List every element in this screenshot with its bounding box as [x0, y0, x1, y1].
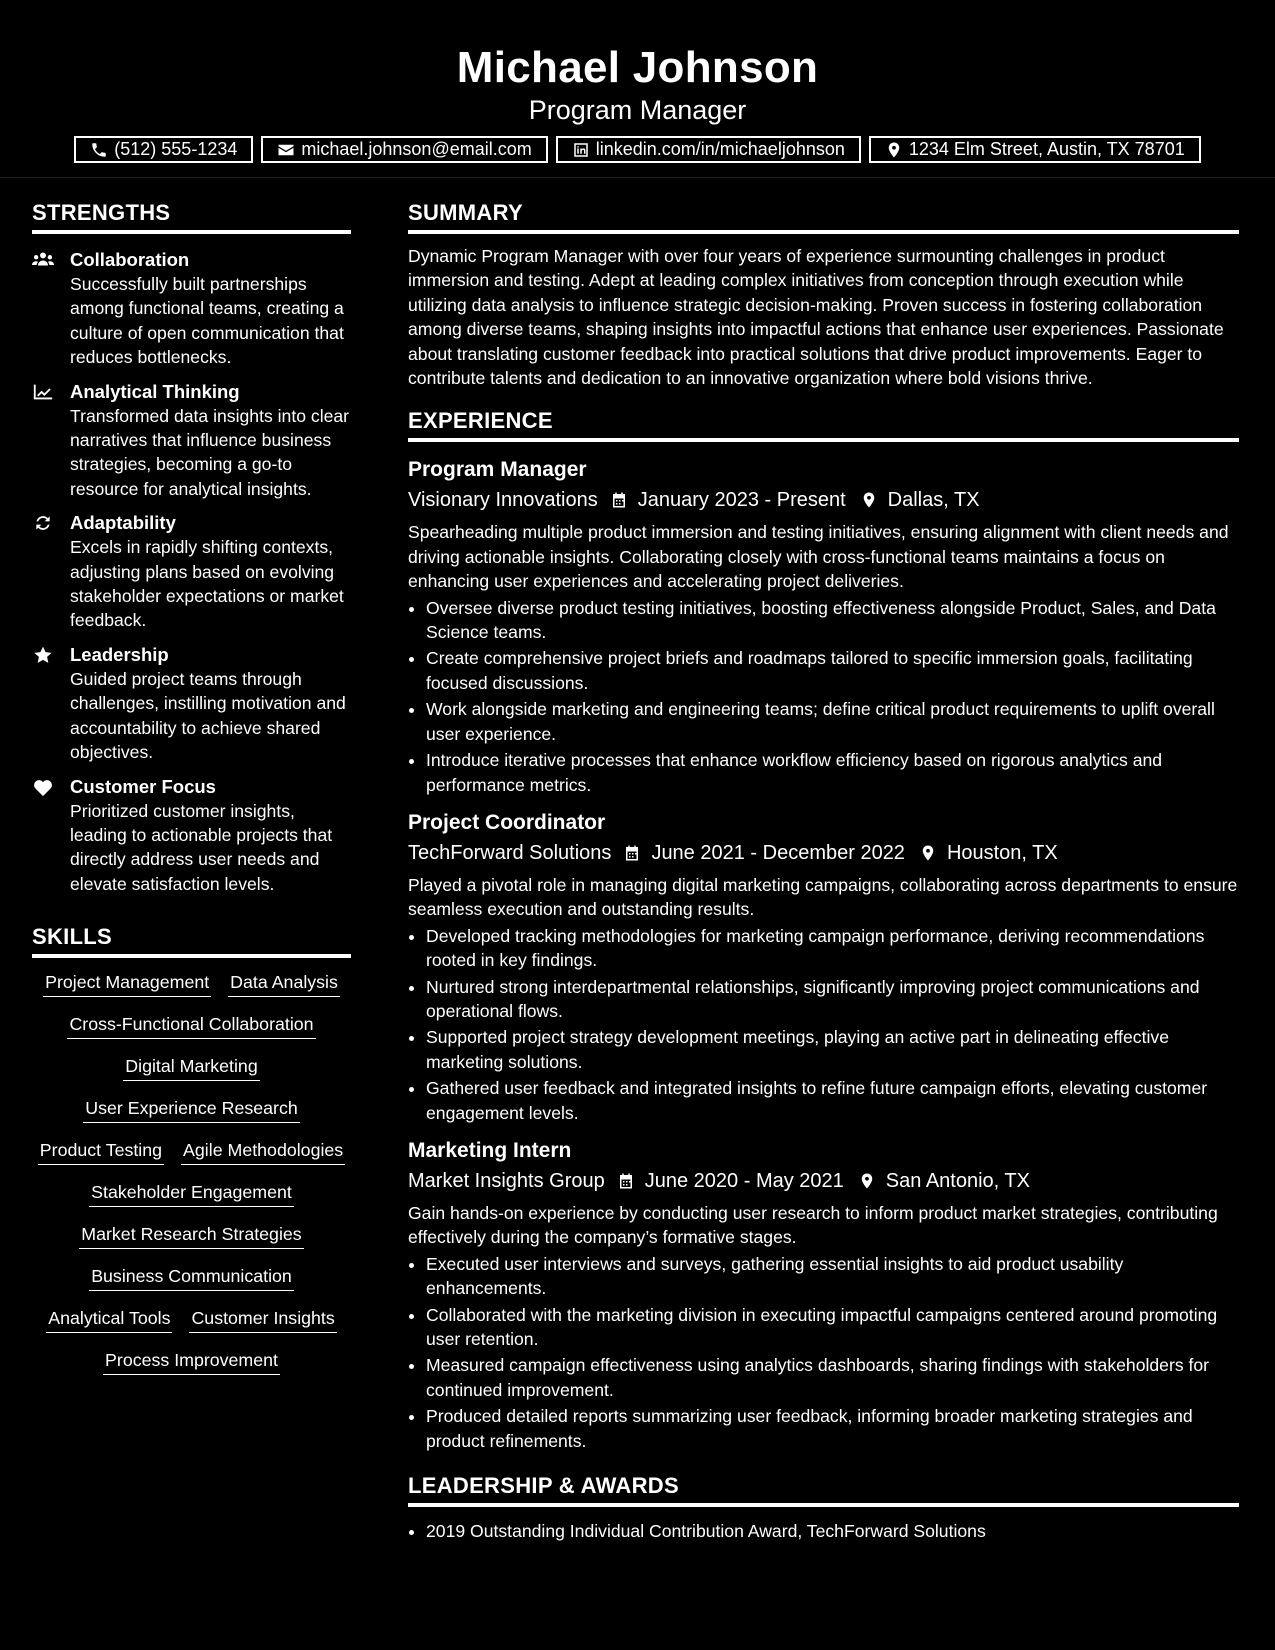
skill-tag: Business Communication: [89, 1264, 294, 1291]
contact-bar: [0, 136, 1275, 163]
candidate-name: Michael Johnson: [456, 43, 819, 92]
job-meta: [408, 486, 1239, 514]
skills-heading: SKILLS: [32, 924, 351, 958]
job-entry: [408, 809, 1239, 1125]
job-bullets: [408, 1252, 1239, 1453]
strength-item: [32, 380, 351, 502]
skill-tag: Agile Methodologies: [181, 1138, 345, 1165]
skill-tag: Cross-Functional Collaboration: [67, 1012, 315, 1039]
envelope-icon: [277, 141, 295, 159]
job-dates: January 2023 - Present: [637, 489, 846, 512]
job-company: Visionary Innovations: [408, 489, 598, 512]
chart-line-icon: [32, 382, 54, 402]
job-company: Market Insights Group: [408, 1169, 605, 1192]
right-column: [408, 200, 1239, 1545]
strength-desc: Excels in rapidly shifting contexts, adjusting plans based on evolving stakeholder expectations or market feedback.: [70, 537, 344, 631]
job-bullet: • Executed user interviews and surveys, gathering essential insights to aid product usability enhancements.: [426, 1252, 1239, 1301]
strength-item: [32, 775, 351, 897]
job-meta: [408, 1167, 1239, 1195]
location-pin-icon: [858, 1172, 876, 1190]
strength-desc: Successfully built partnerships among functional teams, creating a culture of open communication that reduces bottlenecks.: [70, 274, 344, 368]
strength-title: Customer Focus: [70, 775, 216, 797]
job-bullet: • Oversee diverse product testing initiatives, boosting effectiveness alongside Product, Sales, and Data Science teams.: [426, 596, 1239, 645]
strength-item: [32, 643, 351, 765]
address-text: 1234 Elm Street, Austin, TX 78701: [908, 139, 1185, 159]
summary-text: Dynamic Program Manager with over four years of experience surmounting challenges in product immersion and testing. Adept at leading complex initiatives from conception through execution while utilizing data analysis to influence strategic decision-making. Proven success in fostering collaboration among diverse teams, shaping insights into impactful actions that enhance user experiences. Passionate about translating customer feedback into practical solutions that drive product improvements. Eager to contribute talents and dedication to an innovative organization where bold visions thrive.: [408, 246, 1224, 389]
skill-tag: User Experience Research: [83, 1096, 299, 1123]
job-bullets: [408, 924, 1239, 1125]
strength-item: [32, 248, 351, 370]
job-entry: [408, 456, 1239, 796]
strengths-heading: STRENGTHS: [32, 200, 351, 234]
job-location: Dallas, TX: [887, 489, 980, 512]
calendar-icon: [623, 844, 641, 862]
skill-tag: Analytical Tools: [46, 1306, 172, 1333]
skill-tag: Data Analysis: [228, 970, 340, 997]
job-bullet: • Create comprehensive project briefs and roadmaps tailored to specific immersion goals, facilitating focused discussions.: [426, 646, 1239, 695]
job-description: Gain hands-on experience by conducting user research to inform product market strategies, contributing effectively during the company’s formative stages.: [408, 1202, 1218, 1248]
skill-tag: Customer Insights: [189, 1306, 336, 1333]
experience-heading: EXPERIENCE: [408, 408, 1239, 442]
job-entry: [408, 1137, 1239, 1453]
candidate-title: Program Manager: [528, 95, 747, 125]
job-location: San Antonio, TX: [885, 1169, 1030, 1192]
job-dates: June 2020 - May 2021: [644, 1169, 844, 1192]
strength-title: Analytical Thinking: [70, 380, 240, 402]
awards-list: [408, 1519, 1239, 1543]
location-pin-icon: [885, 141, 903, 159]
awards-heading: LEADERSHIP & AWARDS: [408, 1473, 1239, 1507]
location-pin-icon: [860, 491, 878, 509]
skill-tag: Project Management: [43, 970, 211, 997]
award-item: • 2019 Outstanding Individual Contribution Award, TechForward Solutions: [426, 1519, 1239, 1543]
calendar-icon: [617, 1172, 635, 1190]
strength-desc: Guided project teams through challenges, instilling motivation and accountability to achieve shared objectives.: [70, 668, 346, 763]
job-bullets: [408, 596, 1239, 797]
job-description: Spearheading multiple product immersion and testing initiatives, ensuring alignment with client needs and driving actionable insights. Collaborating closely with cross-functional teams maintains a focus on enhancing user experiences and accelerating project deliveries.: [408, 522, 1229, 592]
linkedin-text: linkedin.com/in/michaeljohnson: [595, 139, 845, 159]
job-bullet: • Work alongside marketing and engineering teams; define critical product requirements to uplift overall user experience.: [426, 697, 1239, 746]
job-title: Project Coordinator: [408, 810, 606, 834]
strength-desc: Prioritized customer insights, leading to actionable projects that directly address user needs and elevate satisfaction levels.: [70, 800, 333, 894]
job-title: Marketing Intern: [408, 1138, 572, 1162]
skill-tag: Stakeholder Engagement: [89, 1180, 294, 1207]
refresh-icon: [32, 513, 54, 533]
star-icon: [32, 645, 54, 665]
contact-address: [869, 136, 1201, 163]
contact-email[interactable]: [261, 136, 547, 163]
job-bullet: • Produced detailed reports summarizing user feedback, informing broader marketing strategies and product refinements.: [426, 1404, 1239, 1453]
job-meta: [408, 839, 1239, 867]
users-icon: [32, 250, 54, 270]
strength-desc: Transformed data insights into clear narratives that influence business strategies, becoming a go-to resource for analytical insights.: [70, 405, 350, 499]
job-description: Played a pivotal role in managing digital marketing campaigns, collaborating across departments to ensure seamless execution and outstanding results.: [408, 874, 1238, 920]
phone-icon: [90, 141, 108, 159]
skill-tag: Product Testing: [38, 1138, 164, 1165]
skills-list: [32, 970, 351, 1375]
job-bullet: • Developed tracking methodologies for marketing campaign performance, deriving recommendations rooted in key findings.: [426, 924, 1239, 973]
job-bullet: • Nurtured strong interdepartmental relationships, significantly improving project communications and operational flows.: [426, 975, 1239, 1024]
job-bullet: • Gathered user feedback and integrated insights to refine future campaign efforts, elevating customer engagement levels.: [426, 1076, 1239, 1125]
job-bullet: • Collaborated with the marketing division in executing impactful campaigns centered around promoting user retention.: [426, 1303, 1239, 1352]
job-bullet: • Introduce iterative processes that enhance workflow efficiency based on rigorous analytics and performance metrics.: [426, 748, 1239, 797]
calendar-icon: [610, 491, 628, 509]
job-company: TechForward Solutions: [408, 841, 612, 864]
linkedin-icon: [572, 141, 590, 159]
strength-title: Collaboration: [70, 249, 190, 270]
strength-title: Adaptability: [70, 512, 176, 534]
skill-tag: Process Improvement: [103, 1348, 280, 1375]
strength-title: Leadership: [70, 643, 169, 665]
job-bullet: • Supported project strategy development meetings, playing an active part in delineating effective marketing solutions.: [426, 1025, 1239, 1074]
email-text: michael.johnson@email.com: [301, 139, 532, 159]
resume-header: [0, 0, 1275, 178]
phone-text: (512) 555-1234: [114, 139, 238, 159]
strength-item: [32, 511, 351, 633]
skill-tag: Market Research Strategies: [79, 1222, 303, 1249]
contact-linkedin[interactable]: [556, 136, 861, 163]
location-pin-icon: [919, 844, 937, 862]
heart-icon: [32, 777, 54, 797]
job-dates: June 2021 - December 2022: [651, 841, 905, 864]
skill-tag: Digital Marketing: [123, 1054, 259, 1081]
job-title: Program Manager: [408, 458, 587, 482]
left-column: [32, 200, 351, 1375]
job-location: Houston, TX: [946, 841, 1058, 864]
summary-heading: SUMMARY: [408, 200, 1239, 234]
contact-phone[interactable]: [74, 136, 253, 163]
job-bullet: • Measured campaign effectiveness using analytics dashboards, sharing findings with stakeholders for continued improvement.: [426, 1353, 1239, 1402]
